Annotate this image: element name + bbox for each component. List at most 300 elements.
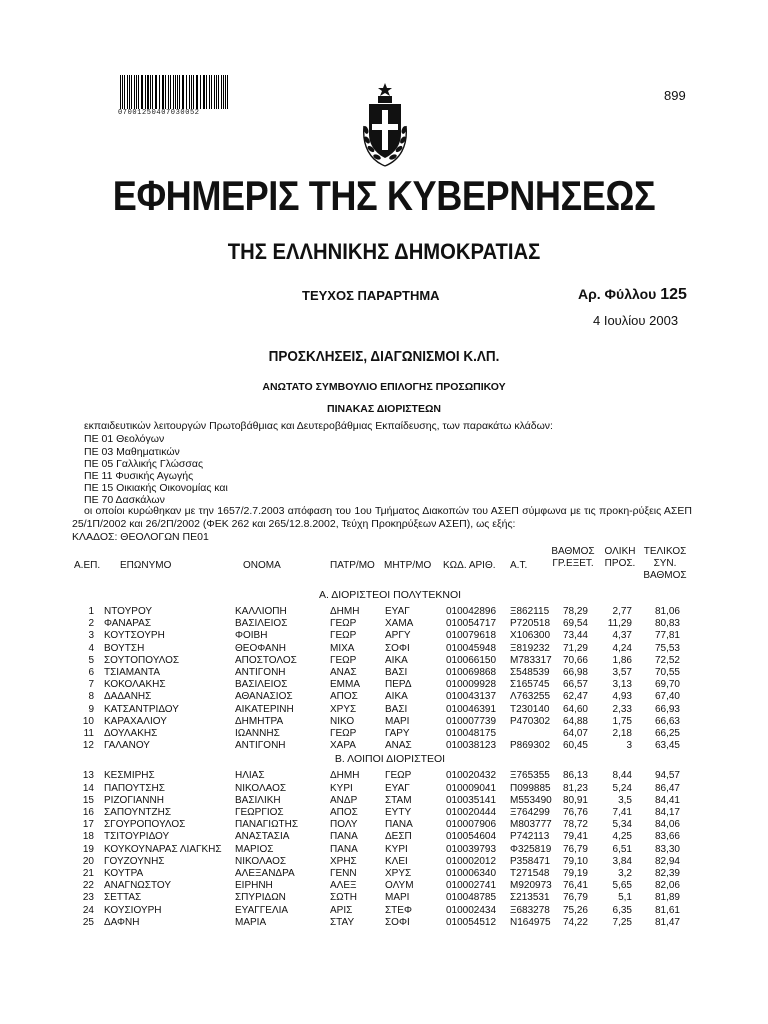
row-number: 18 [82,831,94,843]
table-row [0,655,768,667]
patronymic: ΧΑΡΑ [330,740,356,752]
row-number: 24 [82,904,94,916]
patronymic: ΣΩΤΗ [330,892,357,904]
surname: ΚΑΡΑΧΑΛΙΟΥ [104,715,167,727]
final-score: 80,83 [654,618,680,630]
final-score: 86,47 [654,782,680,794]
written-score: 79,10 [562,855,588,867]
written-score: 76,76 [562,807,588,818]
matronymic: ΚΥΡΙ [385,843,408,855]
patronymic: ΕΜΜΑ [330,679,360,691]
id-number: Μ783317 [510,654,552,666]
extra-points: 2,77 [612,606,632,617]
row-number: 4 [88,642,94,654]
row-number: 6 [88,667,94,678]
id-number: Φ325819 [510,843,552,855]
surname: ΔΟΥΛΑΚΗΣ [104,728,158,739]
table-row [0,618,768,630]
row-number: 23 [82,892,94,904]
written-score: 64,60 [562,703,588,715]
surname: ΡΙΖΟΓΙΑΝΝΗ [104,794,164,806]
code-number: 010069868 [446,667,497,678]
surname: ΣΟΥΤΟΠΟΥΛΟΣ [104,654,180,666]
id-number: Ξ765355 [510,770,550,782]
col-header-score-total [640,546,690,582]
matronymic: ΕΥΑΓ [385,782,410,794]
barcode-bar [138,75,139,109]
code-number: 010054512 [446,916,497,928]
matronymic: ΔΕΣΠ [385,831,412,843]
barcode-bar [168,75,169,109]
extra-points: 4,24 [612,642,632,654]
row-number: 22 [82,880,94,892]
sheet-label: Αρ. Φύλλου [578,286,657,302]
gazette-subtitle: ΤΗΣ ΕΛΛΗΝΙΚΗΣ ΔΗΜΟΚΡΑΤΙΑΣ [227,239,541,264]
surname: ΓΑΛΑΝΟΥ [104,740,150,752]
code-number: 010002434 [446,904,497,916]
table-row [0,728,768,740]
row-number: 7 [88,679,94,691]
header-line: ΟΛΙΚΗ [604,546,636,557]
patronymic: ΔΗΜΗ [330,770,360,782]
surname: ΔΑΔΑΝΗΣ [104,691,152,703]
extra-points: 6,35 [612,904,632,916]
code-number: 010045948 [446,642,497,654]
matronymic: ΚΛΕΙ [385,855,408,867]
code-number: 010020444 [446,807,497,818]
matronymic: ΑΝΑΣ [385,740,412,752]
extra-points: 2,18 [612,728,632,739]
code-number: 010048175 [446,728,497,739]
col-header-matronymic: ΜΗΤΡ/ΜΟ [384,560,432,571]
row-number: 25 [82,916,94,928]
row-number: 13 [82,770,94,782]
matronymic: ΣΟΦΙ [385,916,410,928]
surname: ΤΣΙΑΜΑΝΤΑ [104,667,160,678]
final-score: 69,70 [654,679,680,691]
barcode-bar [147,75,148,109]
branch-item: ΠΕ 70 Δασκάλων [84,494,165,506]
extra-points: 3,13 [612,679,632,691]
barcode-bar [127,75,128,109]
final-score: 82,06 [654,880,680,892]
matronymic: ΠΕΡΔ [385,679,412,691]
patronymic: ΚΥΡΙ [330,782,353,794]
extra-points: 3,2 [618,868,632,879]
first-name: ΙΩΑΝΝΗΣ [235,728,280,739]
id-number: Ρ470302 [510,715,551,727]
extra-points: 4,25 [612,831,632,843]
code-number: 010066150 [446,654,497,666]
branch-item: ΠΕ 03 Μαθηματικών [84,446,180,458]
row-number: 5 [88,654,94,666]
col-header-patronymic: ΠΑΤΡ/ΜΟ [330,560,375,571]
extra-points: 5,1 [618,892,632,904]
final-score: 63,45 [654,740,680,752]
patronymic: ΠΟΛΥ [330,819,358,831]
written-score: 69,54 [562,618,588,630]
barcode-bar [227,75,228,109]
id-number: Ξ683278 [510,904,550,916]
first-name: ΓΕΩΡΓΙΟΣ [235,807,284,818]
surname: ΦΑΝΑΡΑΣ [104,618,152,630]
written-score: 76,79 [562,892,588,904]
table-row [0,704,768,716]
barcode-bar [131,75,132,109]
page-number: 899 [664,88,686,103]
surname: ΣΕΤΤΑΣ [104,892,142,904]
final-score: 84,06 [654,819,680,831]
surname: ΚΟΚΟΛΑΚΗΣ [104,679,166,691]
id-number: Π099885 [510,782,551,794]
first-name: ΑΛΕΞΑΝΔΡΑ [235,868,295,879]
final-score: 83,66 [654,831,680,843]
patronymic: ΓΕΩΡ [330,654,357,666]
first-name: ΜΑΡΙΑ [235,916,267,928]
table-row [0,905,768,917]
issue-type: ΤΕΥΧΟΣ ΠΑΡΑΡΤΗΜΑ [302,288,440,303]
first-name: ΑΘΑΝΑΣΙΟΣ [235,691,293,703]
matronymic: ΓΕΩΡ [385,770,412,782]
barcode-bar [179,75,180,109]
table-row [0,643,768,655]
first-name: ΝΙΚΟΛΑΟΣ [235,782,287,794]
code-number: 010054604 [446,831,497,843]
extra-points: 1,86 [612,654,632,666]
patronymic: ΑΝΔΡ [330,794,358,806]
id-number: Ν164975 [510,916,551,928]
patronymic: ΠΑΝΑ [330,831,358,843]
surname: ΑΝΑΓΝΩΣΤΟΥ [104,880,172,892]
final-score: 82,94 [654,855,680,867]
final-score: 72,52 [654,654,680,666]
table-row [0,740,768,752]
written-score: 79,41 [562,831,588,843]
extra-points: 5,24 [612,782,632,794]
first-name: ΑΝΤΙΓΟΝΗ [235,740,286,752]
code-number: 010002741 [446,880,497,892]
branch-item: ΠΕ 15 Οικιακής Οικονομίας και [84,482,228,494]
matronymic: ΟΛΥΜ [385,880,414,892]
first-name: ΠΑΝΑΓΙΩΤΗΣ [235,819,299,831]
matronymic: ΣΤΑΜ [385,794,412,806]
id-number: Ξ764299 [510,807,550,818]
matronymic: ΕΥΑΓ [385,606,410,617]
patronymic: ΓΕΝΝ [330,868,357,879]
final-score: 81,61 [654,904,680,916]
first-name: ΒΑΣΙΛΕΙΟΣ [235,618,288,630]
final-score: 70,55 [654,667,680,678]
barcode-number: 07001250407030052 [118,109,200,117]
written-score: 81,23 [562,782,588,794]
written-score: 64,07 [562,728,588,739]
matronymic: ΠΑΝΑ [385,819,413,831]
id-number: Ξ862115 [510,606,550,617]
matronymic: ΜΑΡΙ [385,715,410,727]
code-number: 010009041 [446,782,497,794]
written-score: 62,47 [562,691,588,703]
barcode-bar [200,75,201,109]
table-row [0,831,768,843]
id-number: Ρ742113 [510,831,550,843]
extra-points: 7,41 [612,807,632,818]
row-number: 10 [82,715,94,727]
matronymic: ΓΑΡΥ [385,728,410,739]
table-row [0,856,768,868]
matronymic: ΕΥΤΥ [385,807,412,818]
final-score: 66,63 [654,715,680,727]
row-number: 11 [83,728,94,739]
code-number: 010009928 [446,679,497,691]
code-number: 010006340 [446,868,497,879]
id-number: Σ165745 [510,679,550,691]
written-score: 76,79 [562,843,588,855]
surname: ΚΕΣΜΙΡΗΣ [104,770,155,782]
patronymic: ΓΕΩΡ [330,728,357,739]
branch-item: ΠΕ 05 Γαλλικής Γλώσσας [84,458,204,470]
first-name: ΕΥΑΓΓΕΛΙΑ [235,904,289,916]
surname: ΚΟΥΚΟΥΝΑΡΑΣ ΛΙΑΓΚΗΣ [104,843,222,855]
id-number: Ρ358471 [510,855,551,867]
surname: ΚΟΥΣΙΟΥΡΗ [104,904,162,916]
first-name: ΑΝΑΣΤΑΣΙΑ [235,831,290,843]
surname: ΣΓΟΥΡΟΠΟΥΛΟΣ [104,819,186,831]
barcode [120,75,230,109]
decision-text: οι οποίοι κυρώθηκαν με την 1657/2.7.2003 απόφαση του 1ου Τμήματος Διακοπών του ΑΣΕΠ σύμφωνα με τις προκη-ρύξεις ΑΣΕΠ 25/1Π/2002 και 26/2Π/2002 (ΦΕΚ 262 και 265/12.8.2002, Τεύχη Προκηρύξεων ΑΣΕΠ), ως εξής: [72,505,692,530]
table-title: ΠΙΝΑΚΑΣ ΔΙΟΡΙΣΤΕΩΝ [327,403,441,415]
header-line: ΒΑΘΜΟΣ [643,570,687,581]
table-row [0,844,768,856]
table-row [0,606,768,618]
patronymic: ΠΑΝΑ [330,843,358,855]
patronymic: ΓΕΩΡ [330,618,357,630]
table-row [0,917,768,929]
patronymic: ΜΙΧΑ [330,642,355,654]
extra-points: 5,34 [612,819,632,831]
id-number: Ξ819232 [510,642,550,654]
patronymic: ΧΡΥΣ [330,703,357,715]
surname: ΝΤΟΥΡΟΥ [104,606,153,617]
barcode-bar [191,75,192,109]
id-number: Λ763255 [510,691,551,703]
first-name: ΒΑΣΙΛΙΚΗ [235,794,281,806]
written-score: 78,72 [562,819,588,831]
barcode-bar [218,75,219,109]
final-score: 66,25 [654,728,680,739]
id-number: Τ271548 [510,868,550,879]
first-name: ΒΑΣΙΛΕΙΟΣ [235,679,288,691]
table-row [0,819,768,831]
barcode-bar [211,75,212,109]
table-row [0,880,768,892]
row-number: 15 [82,794,94,806]
table-row [0,691,768,703]
council-name: ΑΝΩΤΑΤΟ ΣΥΜΒΟΥΛΙΟ ΕΠΙΛΟΓΗΣ ΠΡΟΣΩΠΙΚΟΥ [262,381,506,393]
barcode-bar [206,75,207,109]
code-number: 010039793 [446,843,497,855]
final-score: 75,53 [654,642,680,654]
col-header-score-extra [600,546,640,570]
group-title: Β. ΛΟΙΠΟΙ ΔΙΟΡΙΣΤΕΟΙ [334,753,446,766]
written-score: 74,22 [562,916,588,928]
extra-points: 6,51 [612,843,632,855]
col-header-id: Α.Τ. [510,560,528,571]
extra-points: 1,75 [612,715,632,727]
row-number: 12 [82,740,94,752]
surname: ΤΣΙΤΟΥΡΙΔΟΥ [104,831,170,843]
code-number: 010054717 [446,618,497,630]
matronymic: ΣΤΕΦ [385,904,412,916]
intro-text: εκπαιδευτικών λειτουργών Πρωτοβάθμιας και Δευτεροβάθμιας Εκπαίδευσης, των παρακάτω κλάδων: [84,420,553,432]
surname: ΚΟΥΤΡΑ [104,868,144,879]
extra-points: 3 [626,740,632,752]
patronymic: ΝΙΚΟ [330,715,355,727]
final-score: 77,81 [654,630,680,642]
written-score: 78,29 [562,606,588,617]
klados-label: ΚΛΑΔΟΣ: ΘΕΟΛΟΓΩΝ ΠΕ01 [72,531,209,543]
matronymic: ΜΑΡΙ [385,892,410,904]
row-number: 3 [88,630,94,642]
row-number: 1 [88,606,94,617]
surname: ΣΑΠΟΥΝΤΖΗΣ [104,807,172,818]
table-row [0,868,768,880]
first-name: ΚΑΛΛΙΟΠΗ [235,606,287,617]
matronymic: ΒΑΣΙ [385,667,408,678]
written-score: 80,91 [562,794,588,806]
code-number: 010042896 [446,606,497,617]
code-number: 010035141 [446,794,497,806]
row-number: 19 [82,843,94,855]
first-name: ΝΙΚΟΛΑΟΣ [235,855,287,867]
code-number: 010048785 [446,892,497,904]
row-number: 14 [82,782,94,794]
code-number: 010079618 [446,630,497,642]
row-number: 17 [82,819,94,831]
written-score: 64,88 [562,715,588,727]
section-title: ΠΡΟΣΚΛΗΣΕΙΣ, ΔΙΑΓΩΝΙΣΜΟΙ Κ.ΛΠ. [268,348,500,365]
first-name: ΔΗΜΗΤΡΑ [235,715,284,727]
table-row [0,807,768,819]
extra-points: 2,33 [612,703,632,715]
matronymic: ΑΙΚΑ [385,691,408,703]
code-number: 010020432 [446,770,497,782]
table-row [0,795,768,807]
extra-points: 11,29 [607,618,632,630]
row-number: 20 [82,855,94,867]
extra-points: 3,84 [612,855,632,867]
surname: ΚΟΥΤΣΟΥΡΗ [104,630,165,642]
code-number: 010043137 [446,691,497,703]
written-score: 79,19 [562,868,588,879]
written-score: 66,98 [562,667,588,678]
code-number: 010002012 [446,855,497,867]
extra-points: 3,5 [618,794,632,806]
surname: ΠΑΠΟΥΤΣΗΣ [104,782,165,794]
extra-points: 4,37 [612,630,632,642]
written-score: 75,26 [562,904,588,916]
written-score: 73,44 [562,630,588,642]
header-line: ΤΕΛΙΚΟΣ [643,546,687,557]
table-row [0,716,768,728]
table-row [0,770,768,782]
col-header-name: ΟΝΟΜΑ [243,560,281,571]
col-header-score-written [550,546,596,570]
patronymic: ΑΠΟΣ [330,691,358,703]
barcode-bar [159,75,160,109]
final-score: 83,30 [654,843,680,855]
surname: ΒΟΥΤΣΗ [104,642,145,654]
patronymic: ΣΤΑΥ [330,916,355,928]
surname: ΔΑΦΝΗ [104,916,140,928]
first-name: ΜΑΡΙΟΣ [235,843,274,855]
first-name: ΑΝΤΙΓΟΝΗ [235,667,286,678]
sheet-value: 125 [660,286,687,303]
final-score: 81,89 [654,892,680,904]
sheet-number [578,286,687,304]
barcode-bar [170,75,171,109]
patronymic: ΓΕΩΡ [330,630,357,642]
id-number: Μ920973 [510,880,552,892]
table-row [0,630,768,642]
final-score: 84,17 [654,807,680,818]
patronymic: ΧΡΗΣ [330,855,357,867]
first-name: ΘΕΟΦΑΝΗ [235,642,287,654]
matronymic: ΣΟΦΙ [385,642,410,654]
table-row [0,783,768,795]
extra-points: 4,93 [612,691,632,703]
first-name: ΗΛΙΑΣ [235,770,265,782]
id-number: Ρ869302 [510,740,551,752]
greek-coat-of-arms-icon [356,80,414,170]
final-score: 81,47 [654,916,680,928]
patronymic: ΑΡΙΣ [330,904,353,916]
id-number: Σ548539 [510,667,550,678]
matronymic: ΧΑΜΑ [385,618,414,630]
header-line: ΣΥΝ. [653,558,677,569]
barcode-bar [152,75,153,109]
written-score: 76,41 [562,880,588,892]
extra-points: 3,57 [612,667,632,678]
final-score: 66,93 [654,703,680,715]
written-score: 71,29 [562,642,588,654]
branch-item: ΠΕ 11 Φυσικής Αγωγής [84,470,194,482]
patronymic: ΑΛΕΞ [330,880,357,892]
row-number: 2 [88,618,94,630]
matronymic: ΒΑΣΙ [385,703,408,715]
id-number: Ρ720518 [510,618,551,630]
id-number: Χ106300 [510,630,551,642]
table-row [0,667,768,679]
first-name: ΣΠΥΡΙΔΩΝ [235,892,286,904]
barcode-bar [186,75,187,109]
final-score: 84,41 [654,794,680,806]
matronymic: ΑΙΚΑ [385,654,408,666]
id-number: Μ803777 [510,819,552,831]
id-number: Τ230140 [510,703,550,715]
code-number: 010046391 [446,703,497,715]
written-score: 70,66 [562,654,588,666]
row-number: 16 [82,807,94,818]
first-name: ΕΙΡΗΝΗ [235,880,273,892]
patronymic: ΑΠΟΣ [330,807,358,818]
barcode-bar [120,75,121,109]
header-line: ΒΑΘΜΟΣ [551,546,595,557]
code-number: 010007739 [446,715,497,727]
row-number: 21 [82,868,94,879]
issue-date: 4 Ιουλίου 2003 [593,313,679,328]
id-number: Μ553490 [510,794,552,806]
matronymic: ΧΡΥΣ [385,868,412,879]
